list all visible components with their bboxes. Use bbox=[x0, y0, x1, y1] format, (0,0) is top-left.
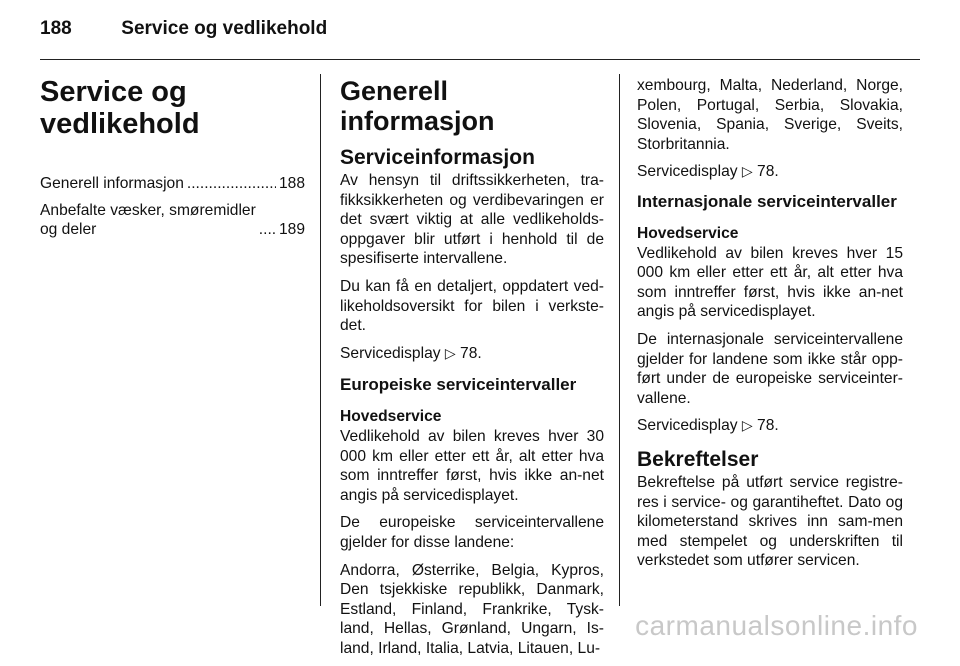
subheading: Hovedservice bbox=[340, 408, 442, 426]
reference-text: Servicedisplay bbox=[637, 163, 738, 181]
reference-text: Servicedisplay bbox=[340, 344, 441, 362]
column-divider-2 bbox=[619, 74, 620, 606]
toc-dot-leader bbox=[187, 174, 276, 194]
cross-reference[interactable] bbox=[340, 344, 604, 364]
toc-entry[interactable] bbox=[40, 174, 305, 194]
chapter-title: Service og vedlikehold bbox=[40, 76, 200, 140]
toc-entry-page: 189 bbox=[278, 221, 305, 239]
paragraph: Andorra, Østerrike, Belgia, Kypros, Den tsjekkiske republikk, Danmark, Estland, Finland, Frankrike, Tysk-land, Hellas, Grønland, Ungarn, Is-land, Irland, Italia, Latvia, Litauen, Lu- bbox=[340, 561, 604, 657]
content-column-1 bbox=[340, 76, 604, 666]
paragraph: Av hensyn til driftssikkerheten, tra-fikksikkerheten og verdibevaringen er det svært viktig at alle vedlikeholds-oppgaver blir utført i henhold til de spesifiserte intervallene. bbox=[340, 172, 604, 268]
toc-dot-leader bbox=[259, 220, 276, 240]
toc-entry-page: 188 bbox=[278, 175, 305, 192]
header-title: Service og vedlikehold bbox=[121, 18, 328, 39]
reference-text: Servicedisplay bbox=[637, 417, 738, 435]
paragraph: Bekreftelse på utført service registre-res i service- og garantiheftet. Dato og kilometerstand skrives inn sam-men med stempelet og underskriften til verkstedet som utfører servicen. bbox=[637, 473, 903, 570]
subsection-title: Bekreftelser bbox=[637, 447, 759, 471]
reference-page: 78. bbox=[757, 163, 779, 181]
header-rule bbox=[40, 59, 920, 60]
paragraph: De europeiske serviceintervallene gjelder for disse landene: bbox=[340, 514, 604, 551]
reference-page: 78. bbox=[460, 344, 482, 362]
reference-arrow-icon: ▷ bbox=[741, 417, 753, 434]
section-title: Generell informasjon bbox=[340, 76, 495, 136]
column-divider-1 bbox=[320, 74, 321, 606]
page-number: 188 bbox=[40, 18, 72, 39]
paragraph: Vedlikehold av bilen kreves hver 15 000 km eller etter ett år, alt etter hva som inntreffer først, hvis ikke an-net angis på servicedisplayet. bbox=[637, 244, 903, 321]
toc-entry-label: Anbefalte væsker, smøremidler og deler bbox=[40, 201, 256, 239]
subsection-title: Serviceinformasjon bbox=[340, 146, 535, 169]
cross-reference[interactable] bbox=[637, 162, 903, 182]
reference-page: 78. bbox=[757, 417, 779, 435]
paragraph: Vedlikehold av bilen kreves hver 30 000 km eller etter ett år, alt etter hva som inntreffer først, hvis ikke an-net angis på servicedisplayet. bbox=[340, 427, 604, 504]
toc-entry-label: Generell informasjon bbox=[40, 175, 184, 192]
page-header bbox=[40, 18, 327, 40]
toc-column bbox=[40, 76, 305, 247]
watermark: carmanualsonline.info bbox=[635, 610, 918, 641]
paragraph: De internasjonale serviceintervallene gjelder for landene som ikke står opp-ført under de europeiske serviceinter-vallene. bbox=[637, 330, 903, 407]
paragraph: xembourg, Malta, Nederland, Norge, Polen, Portugal, Serbia, Slovakia, Slovenia, Spania, Sverige, Sveits, Storbritannia. bbox=[637, 77, 903, 153]
subheading: Hovedservice bbox=[637, 224, 739, 242]
reference-arrow-icon: ▷ bbox=[444, 344, 456, 361]
heading: Europeiske serviceintervaller bbox=[340, 375, 577, 395]
reference-arrow-icon: ▷ bbox=[741, 163, 753, 180]
paragraph: Du kan få en detaljert, oppdatert ved-likeholdsoversikt for bilen i verkste-det. bbox=[340, 277, 604, 335]
content-column-2 bbox=[637, 76, 903, 579]
toc-entry[interactable] bbox=[40, 201, 305, 240]
heading: Internasjonale serviceintervaller bbox=[637, 191, 897, 211]
cross-reference[interactable] bbox=[637, 416, 903, 436]
